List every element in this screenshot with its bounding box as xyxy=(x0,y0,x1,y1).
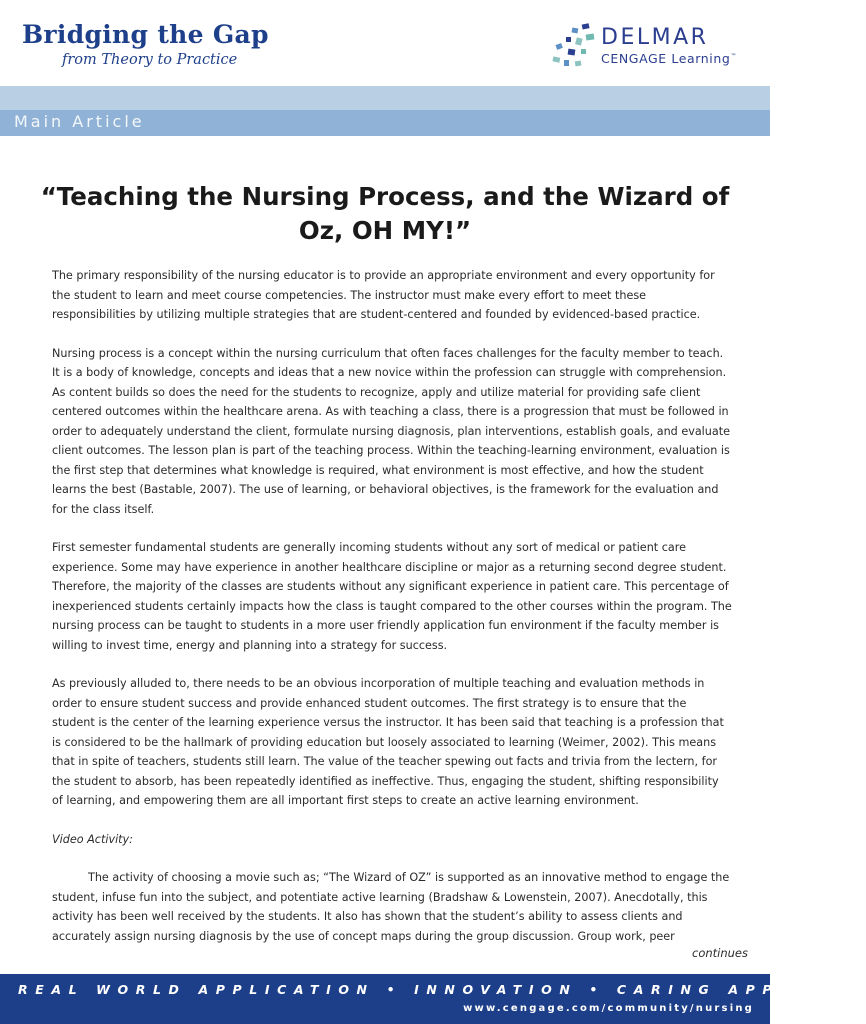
cengage-logo-tagline xyxy=(601,51,737,66)
continues-note: continues xyxy=(692,946,748,960)
section-label: Main Article xyxy=(14,112,145,131)
publication-subtitle: from Theory to Practice xyxy=(62,52,238,68)
trademark-symbol: ™ xyxy=(730,52,738,60)
article-paragraph: Nursing process is a concept within the nursing curriculum that often faces challenges for the faculty member to teach. It is a body of knowledge, concepts and ideas that a new novice within the profession can struggle with comprehension. As content builds so does the need for the students to recognize, apply and utilize material for providing safe client centered outcomes within the healthcare arena. As with teaching a class, there is a progression that must be followed in order to adequately understand the client, formulate nursing diagnosis, plan interventions, establish goals, and evaluate client outcomes. The lesson plan is part of the teaching process. Within the teaching-learning environment, evaluation is the first step that determines what knowledge is required, what environment is most effective, and how the student learns the best (Bastable, 2007). The use of learning, or behavioral objectives, is the framework for the evaluation and for the class itself. xyxy=(52,346,730,516)
delmar-mosaic-icon xyxy=(548,22,598,70)
page-header xyxy=(0,0,770,86)
section-band xyxy=(0,110,770,136)
header-stripe xyxy=(0,86,770,110)
article-paragraph: First semester fundamental students are generally incoming students without any sort of medical or patient care experience. Some may have experience in another healthcare discipline or major as a returning second degree student. Therefore, the majority of the classes are students without any significant experience in patient care. This percentage of inexperienced students certainly impacts how the class is taught compared to the other courses within the program. The nursing process can be taught to students in a more user friendly application fun environment if the faculty member is willing to invest time, energy and planning into a strategy for success. xyxy=(52,541,732,652)
publication-title: Bridging the Gap xyxy=(22,20,269,49)
video-activity-paragraph: The activity of choosing a movie such as; “The Wizard of OZ” is supported as an innovative method to engage the student, infuse fun into the subject, and potentiate active learning (Bradshaw & Lowenstein, 2007). Anecdotally, this activity has been well received by the students. It also has shown that the student’s ability to assess clients and accurately assign nursing diagnosis by the use of concept maps during the group discussion. Group work, peer xyxy=(52,871,730,943)
article-title: “Teaching the Nursing Process, and the Wizard of Oz, OH MY!” xyxy=(40,182,730,245)
article-paragraph: The primary responsibility of the nursing educator is to provide an appropriate environment and every opportunity for the student to learn and meet course competencies. The instructor must make every effort to meet these responsibilities by utilizing multiple strategies that are student-centered and founded by evidenced-based practice. xyxy=(52,269,715,321)
video-activity-heading: Video Activity: xyxy=(52,832,133,846)
article-paragraph: As previously alluded to, there needs to be an obvious incorporation of multiple teaching and evaluation methods in order to ensure student success and provide enhanced student outcomes. The first strategy is to ensure that the student is the center of the learning experience versus the instructor. It has been said that teaching is a profession that is considered to be the hallmark of providing education but loosely associated to learning (Weimer, 2002). This means that in spite of teachers, students still learn. The value of the teacher spewing out facts and trivia from the lectern, for the student to absorb, has been repeatedly identified as ineffective. Thus, engaging the student, shifting responsibility of learning, and empowering them are all important first steps to create an active learning environment. xyxy=(52,677,724,807)
footer-tagline: REAL WORLD APPLICATION • INNOVATION • CARING APPROACH xyxy=(18,982,866,997)
footer-url: www.cengage.com/community/nursing xyxy=(463,1003,754,1014)
delmar-logo-name: DELMAR xyxy=(601,25,709,50)
article-body xyxy=(52,266,732,946)
page-footer xyxy=(0,974,866,1024)
logo-tagline-text: CENGAGE Learning xyxy=(601,51,731,66)
